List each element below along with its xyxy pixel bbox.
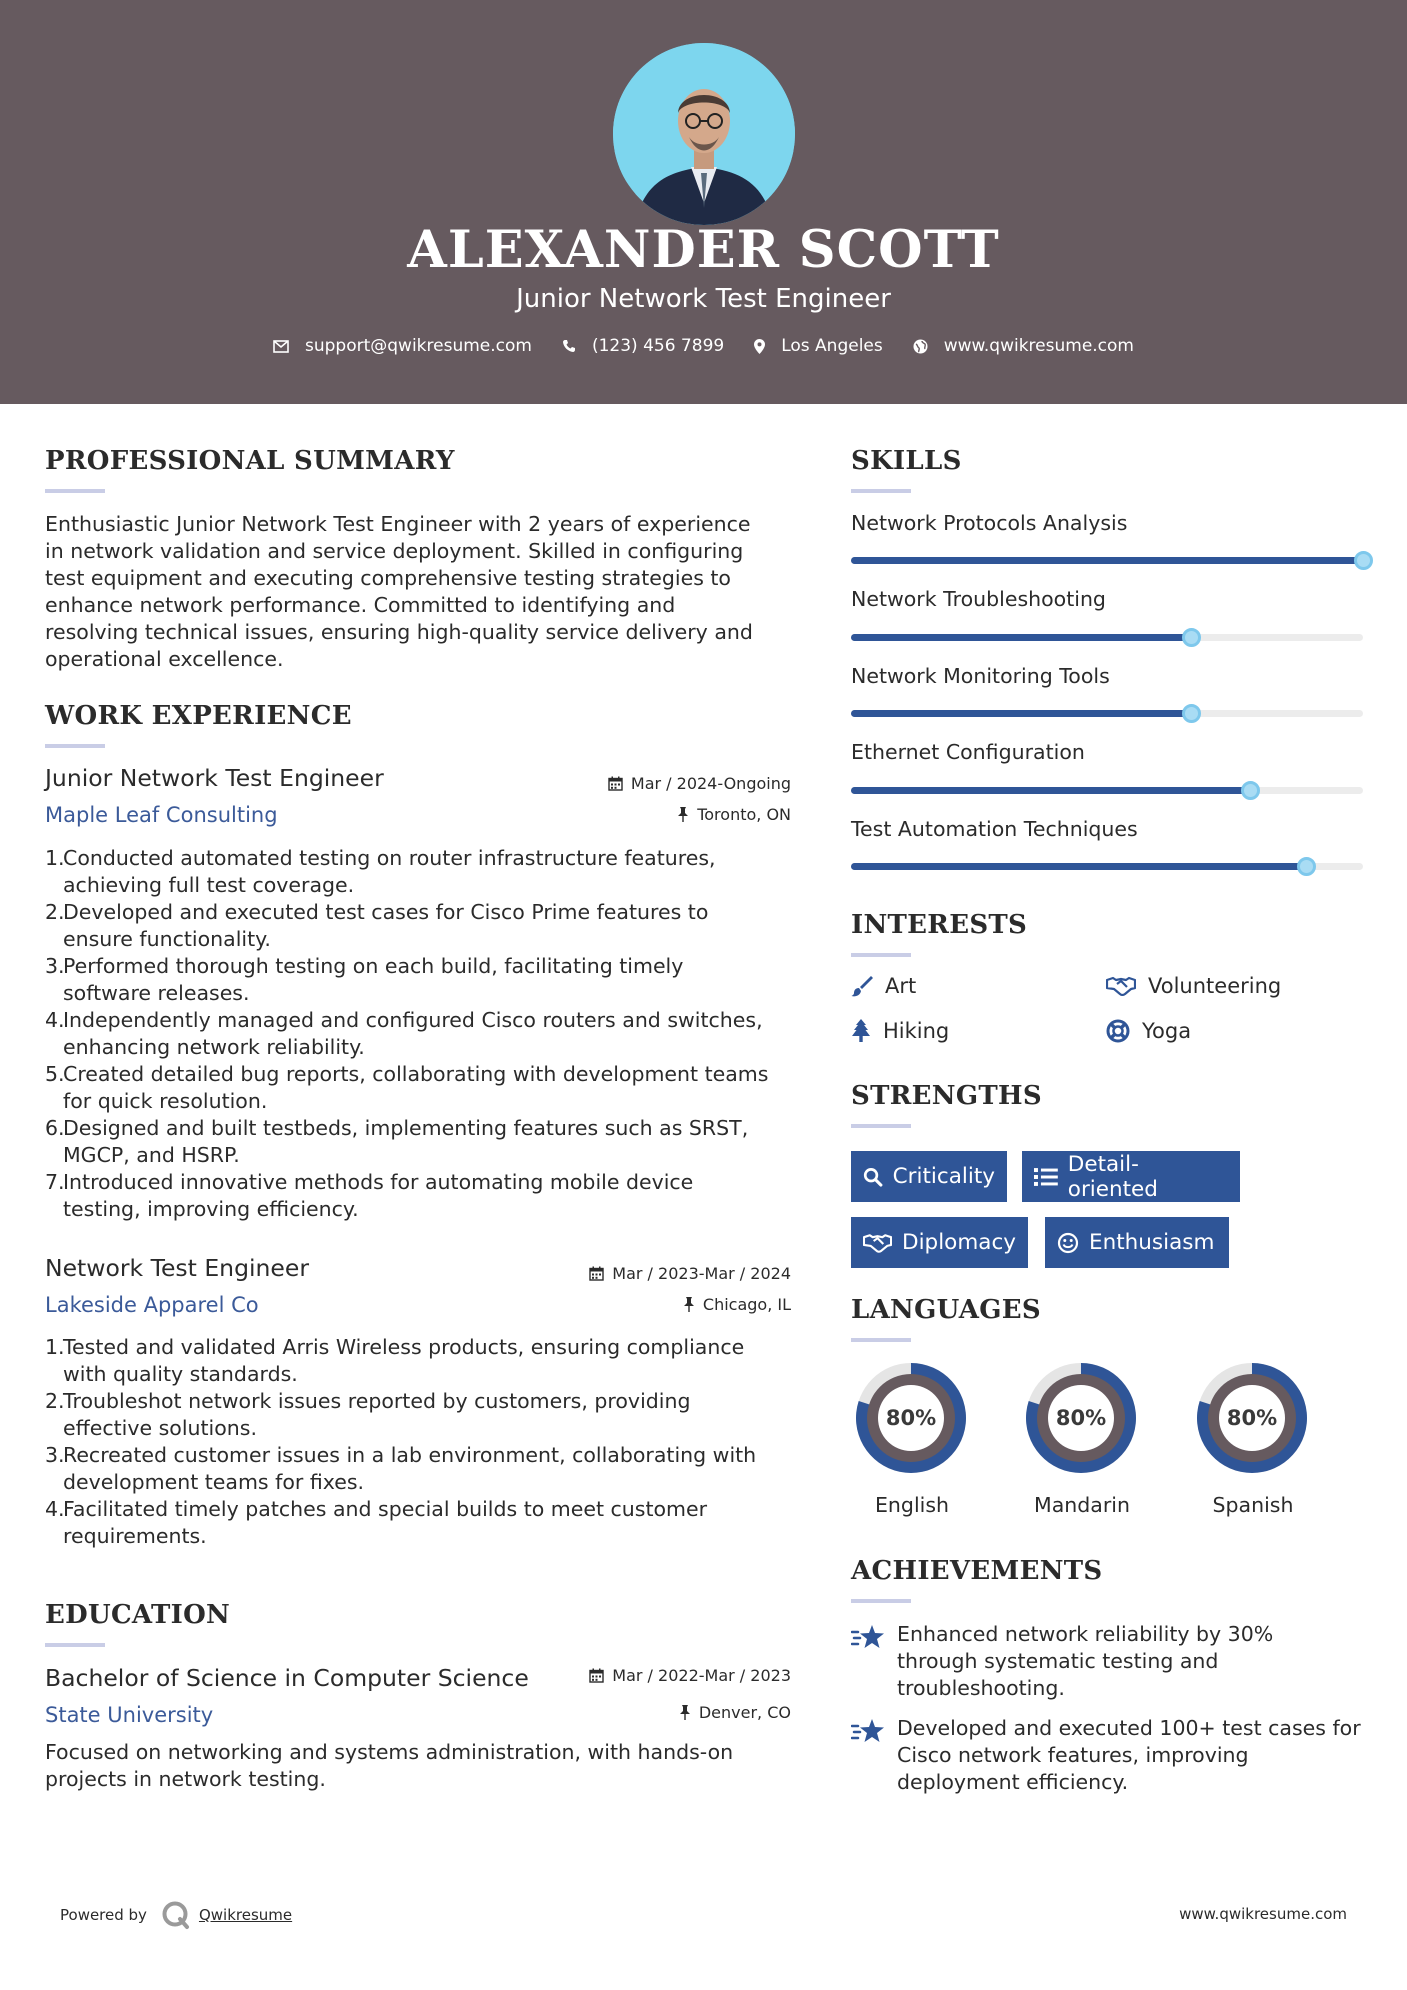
contact-email-text: support@qwikresume.com [305, 336, 532, 356]
contact-phone-text: (123) 456 7899 [591, 336, 725, 356]
tree-icon [851, 1019, 871, 1043]
achievement-item [851, 1715, 1371, 1796]
shooting-star-icon [851, 1717, 885, 1745]
interest-volunteering: Volunteering [1106, 974, 1281, 998]
skill-bar [851, 863, 1363, 870]
degree-title: Bachelor of Science in Computer Science [45, 1664, 529, 1692]
pushpin-icon [683, 1297, 695, 1312]
education-date [540, 1666, 791, 1685]
education-heading: EDUCATION [45, 1600, 231, 1630]
job-date [540, 1264, 791, 1283]
achievements-heading-rule [851, 1599, 911, 1603]
strengths-heading-rule [851, 1124, 911, 1128]
job-date-text: Mar / 2023-Mar / 2024 [612, 1264, 791, 1283]
language-percent: 80% [1226, 1406, 1278, 1430]
contact-location [754, 336, 883, 356]
company-name: Maple Leaf Consulting [45, 803, 278, 827]
language-name: Spanish [1212, 1493, 1294, 1517]
strength-badge-diplomacy: Diplomacy [851, 1217, 1028, 1268]
contact-website-text: www.qwikresume.com [943, 336, 1134, 356]
language-mandarin [1020, 1357, 1144, 1517]
list-item: 6. Designed and built testbeds, implementing features such as SRST, MGCP, and HSRP. [45, 1116, 749, 1167]
experience-heading: WORK EXPERIENCE [45, 701, 352, 731]
list-item: 4. Independently managed and configured Cisco routers and switches, enhancing network reliability. [45, 1008, 763, 1059]
language-english [850, 1357, 974, 1517]
summary-line: resolving technical issues, ensuring high-quality service delivery and [45, 620, 753, 644]
summary-heading-rule [45, 489, 105, 493]
summary-line: enhance network performance. Committed to identifying and [45, 593, 676, 617]
pushpin-icon [677, 807, 689, 822]
list-item: 1. Tested and validated Arris Wireless products, ensuring compliance with quality standards. [45, 1335, 745, 1386]
language-name: Mandarin [1034, 1493, 1130, 1517]
skill-bar-fill [851, 710, 1191, 717]
job-location [540, 1295, 791, 1314]
calendar-icon [589, 1668, 604, 1683]
experience-heading-rule [45, 744, 105, 748]
summary-line: in network validation and service deployment. Skilled in configuring [45, 539, 744, 563]
strength-badge-detail-oriented: Detail-oriented [1022, 1151, 1240, 1202]
skill-bar-knob [1182, 628, 1201, 647]
education-heading-rule [45, 1643, 105, 1647]
skill-bar-fill [851, 787, 1250, 794]
list-item: 4. Facilitated timely patches and special builds to meet customer requirements. [45, 1497, 708, 1548]
summary-line: operational excellence. [45, 647, 284, 671]
skill-label: Ethernet Configuration [851, 740, 1085, 764]
skill-bar-knob [1182, 704, 1201, 723]
phone-icon [562, 339, 576, 353]
strengths-heading: STRENGTHS [851, 1081, 1042, 1111]
contact-phone[interactable] [562, 336, 724, 356]
language-percent: 80% [885, 1406, 937, 1430]
search-icon [863, 1166, 883, 1188]
strength-badge-criticality: Criticality [851, 1151, 1007, 1202]
footer-website-link[interactable]: www.qwikresume.com [1179, 1905, 1347, 1923]
language-percent: 80% [1055, 1406, 1107, 1430]
skill-bar-fill [851, 557, 1363, 564]
skill-label: Network Troubleshooting [851, 587, 1106, 611]
language-ring [1191, 1357, 1313, 1479]
languages-heading-rule [851, 1338, 911, 1342]
achievements-heading: ACHIEVEMENTS [851, 1556, 1103, 1586]
contact-bar [0, 336, 1407, 356]
summary-line: test equipment and executing comprehensive testing strategies to [45, 566, 731, 590]
skill-bar-knob [1354, 551, 1373, 570]
handshake-icon [1106, 976, 1136, 996]
skill-bar [851, 787, 1363, 794]
strength-badge-enthusiasm: Enthusiasm [1045, 1217, 1229, 1268]
summary-text [45, 511, 790, 673]
qwikresume-logo-icon [161, 1900, 191, 1930]
skill-bar-fill [851, 634, 1191, 641]
list-item: 5. Created detailed bug reports, collaborating with development teams for quick resolution. [45, 1062, 769, 1113]
skills-heading-rule [851, 489, 911, 493]
achievement-text: Developed and executed 100+ test cases for Cisco network features, improving deployment efficiency. [897, 1716, 1361, 1794]
company-name: Lakeside Apparel Co [45, 1293, 259, 1317]
list-item: 3. Performed thorough testing on each build, facilitating timely software releases. [45, 954, 684, 1005]
shooting-star-icon [851, 1623, 885, 1651]
interests-heading-rule [851, 953, 911, 957]
skill-bar-knob [1241, 781, 1260, 800]
job-responsibilities [45, 1334, 795, 1550]
skill-label: Test Automation Techniques [851, 817, 1138, 841]
language-spanish [1191, 1357, 1315, 1517]
pushpin-icon [679, 1705, 691, 1720]
map-pin-icon [754, 339, 765, 354]
calendar-icon [608, 776, 623, 791]
list-icon [1034, 1167, 1058, 1187]
interest-art: Art [851, 974, 916, 998]
summary-line: Enthusiastic Junior Network Test Engineer with 2 years of experience [45, 512, 751, 536]
person-photo-icon [613, 43, 795, 225]
footer-powered-by [60, 1900, 292, 1930]
calendar-icon [589, 1266, 604, 1281]
profile-photo [613, 43, 795, 225]
skill-label: Network Monitoring Tools [851, 664, 1110, 688]
envelope-icon [273, 340, 289, 353]
qwikresume-brand-link[interactable]: Qwikresume [198, 1906, 293, 1924]
candidate-name: ALEXANDER SCOTT [407, 220, 1000, 280]
education-description: Focused on networking and systems administration, with hands-on projects in network testing. [45, 1740, 734, 1791]
skill-bar [851, 634, 1363, 641]
list-item: 2. Developed and executed test cases for Cisco Prime features to ensure functionality. [45, 900, 709, 951]
paintbrush-icon [851, 975, 873, 997]
job-title: Junior Network Test Engineer [45, 764, 384, 792]
job-date [540, 774, 791, 793]
list-item: 3. Recreated customer issues in a lab environment, collaborating with development teams for fixes. [45, 1443, 757, 1494]
education-location-text: Denver, CO [698, 1703, 791, 1722]
language-ring [850, 1357, 972, 1479]
powered-by-label: Powered by [60, 1906, 147, 1924]
job-location [540, 805, 791, 824]
interest-yoga: Yoga [1106, 1019, 1191, 1043]
job-date-text: Mar / 2024-Ongoing [630, 774, 791, 793]
list-item: 1. Conducted automated testing on router infrastructure features, achieving full test coverage. [45, 846, 716, 897]
contact-location-text: Los Angeles [781, 336, 883, 356]
school-name: State University [45, 1703, 214, 1727]
achievement-item [851, 1621, 1371, 1702]
resume-header [0, 0, 1407, 404]
summary-heading: PROFESSIONAL SUMMARY [45, 446, 455, 476]
education-date-text: Mar / 2022-Mar / 2023 [612, 1666, 791, 1685]
language-name: English [874, 1493, 950, 1517]
achievement-text: Enhanced network reliability by 30% through systematic testing and troubleshooting. [897, 1622, 1274, 1700]
job-location-text: Chicago, IL [702, 1295, 791, 1314]
skill-bar-fill [851, 863, 1307, 870]
job-responsibilities [45, 845, 795, 1223]
skill-bar [851, 557, 1363, 564]
contact-email[interactable] [273, 336, 532, 356]
lifebuoy-icon [1106, 1019, 1130, 1043]
contact-website[interactable] [913, 336, 1134, 356]
globe-icon [913, 339, 928, 354]
education-location [540, 1703, 791, 1722]
job-location-text: Toronto, ON [697, 805, 791, 824]
candidate-role: Junior Network Test Engineer [516, 284, 891, 314]
job-title: Network Test Engineer [45, 1254, 309, 1282]
language-ring [1020, 1357, 1142, 1479]
skill-bar [851, 710, 1363, 717]
smile-icon [1057, 1232, 1079, 1254]
languages-heading: LANGUAGES [851, 1295, 1041, 1325]
skill-label: Network Protocols Analysis [851, 511, 1128, 535]
interests-heading: INTERESTS [851, 910, 1028, 940]
skill-bar-knob [1297, 857, 1316, 876]
handshake-icon [863, 1233, 892, 1253]
list-item: 7. Introduced innovative methods for automating mobile device testing, improving efficiency. [45, 1170, 694, 1221]
interest-hiking: Hiking [851, 1019, 949, 1043]
list-item: 2. Troubleshot network issues reported by customers, providing effective solutions. [45, 1389, 691, 1440]
skills-heading: SKILLS [851, 446, 962, 476]
